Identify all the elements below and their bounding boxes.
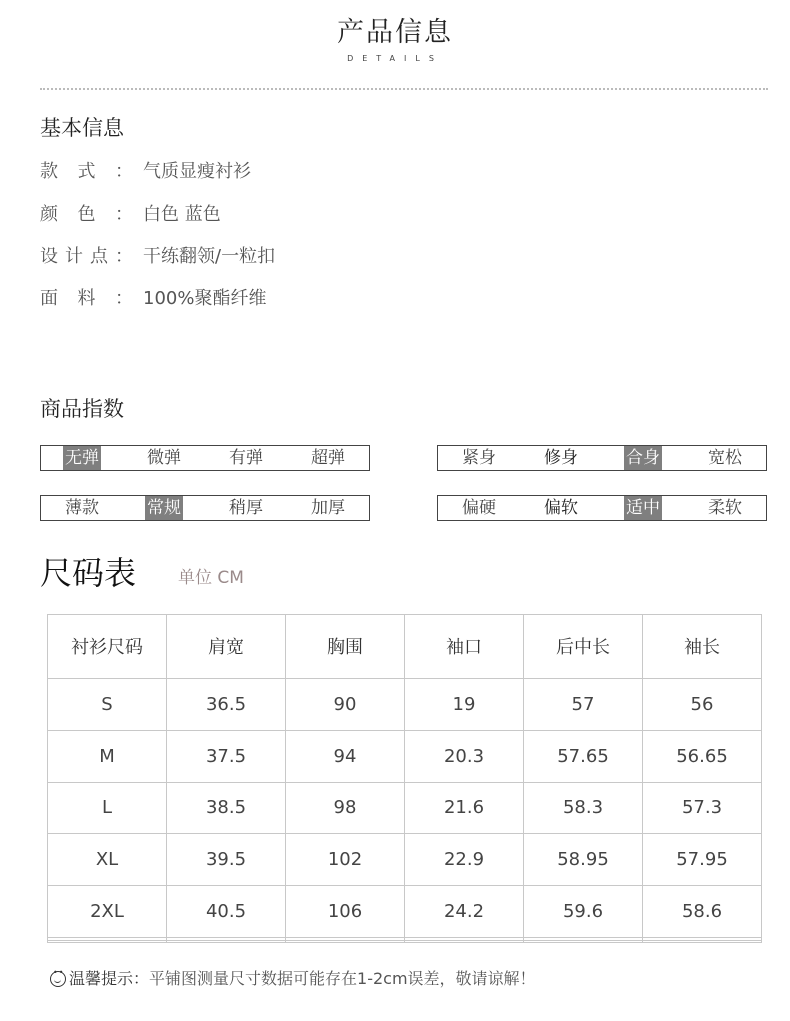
thickness-option: 常规 — [147, 498, 181, 518]
table-cell: 56.65 — [643, 730, 762, 782]
table-header-cell: 袖口 — [405, 615, 524, 679]
table-cell: 19 — [405, 678, 524, 730]
table-cell: 39.5 — [167, 834, 286, 886]
fit-scale — [437, 445, 767, 471]
info-row-design — [40, 242, 275, 268]
table-cell — [286, 940, 405, 942]
table-cell: 106 — [286, 886, 405, 938]
size-chart-unit: 单位 CM — [178, 568, 244, 588]
size-chart-title: 尺码表 — [40, 554, 137, 592]
softness-option: 偏硬 — [462, 498, 496, 518]
table-cell: M — [48, 730, 167, 782]
fit-option: 宽松 — [708, 448, 742, 468]
tip-label: 温馨提示： — [69, 969, 150, 988]
table-cell: 21.6 — [405, 782, 524, 834]
table-cell: S — [48, 678, 167, 730]
info-row-style — [40, 157, 251, 183]
softness-option: 偏软 — [544, 498, 578, 518]
table-row — [48, 730, 762, 782]
thickness-option: 稍厚 — [229, 498, 263, 518]
tip-note — [50, 966, 536, 989]
table-header-row — [48, 615, 762, 679]
table-cell — [643, 940, 762, 942]
info-label: 颜色： — [40, 204, 133, 225]
info-value: 干练翻领/一粒扣 — [143, 246, 276, 267]
table-header-cell: 袖长 — [643, 615, 762, 679]
info-label: 款式： — [40, 161, 133, 182]
softness-scale — [437, 495, 767, 521]
page-title: 产品信息 — [337, 17, 453, 48]
table-row-empty — [48, 940, 762, 942]
table-cell: 59.6 — [524, 886, 643, 938]
table-cell — [524, 940, 643, 942]
table-cell: 36.5 — [167, 678, 286, 730]
table-cell: 56 — [643, 678, 762, 730]
tip-text: 平铺图测量尺寸数据可能存在1-2cm误差，敬请谅解！ — [149, 969, 536, 988]
table-cell: 57.65 — [524, 730, 643, 782]
table-header-cell: 后中长 — [524, 615, 643, 679]
fit-option: 紧身 — [462, 448, 496, 468]
table-header-cell: 衬衫尺码 — [48, 615, 167, 679]
info-row-color — [40, 200, 221, 226]
fit-option: 修身 — [544, 448, 578, 468]
table-cell — [167, 940, 286, 942]
table-cell: 58.95 — [524, 834, 643, 886]
table-cell: 58.3 — [524, 782, 643, 834]
table-cell: 20.3 — [405, 730, 524, 782]
info-row-fabric — [40, 284, 266, 310]
table-cell: 24.2 — [405, 886, 524, 938]
size-table — [47, 614, 762, 943]
elasticity-option: 超弹 — [311, 448, 345, 468]
elasticity-option: 有弹 — [229, 448, 263, 468]
table-cell: 90 — [286, 678, 405, 730]
table-row — [48, 834, 762, 886]
table-cell: 40.5 — [167, 886, 286, 938]
table-row — [48, 782, 762, 834]
table-cell: 58.6 — [643, 886, 762, 938]
table-cell: 22.9 — [405, 834, 524, 886]
table-cell: 57.3 — [643, 782, 762, 834]
table-row — [48, 886, 762, 938]
table-cell: 94 — [286, 730, 405, 782]
info-label: 设计点： — [40, 246, 133, 267]
table-cell: 57.95 — [643, 834, 762, 886]
product-index-heading: 商品指数 — [40, 397, 124, 421]
fit-option: 合身 — [626, 448, 660, 468]
info-value: 白色 蓝色 — [143, 204, 221, 225]
table-cell: 2XL — [48, 886, 167, 938]
table-cell: L — [48, 782, 167, 834]
table-cell: 38.5 — [167, 782, 286, 834]
elasticity-scale — [40, 445, 370, 471]
table-cell — [48, 940, 167, 942]
softness-option: 适中 — [626, 498, 660, 518]
table-cell: 102 — [286, 834, 405, 886]
info-label: 面料： — [40, 288, 133, 309]
smiley-icon — [50, 971, 66, 987]
page-subtitle: DETAILS — [347, 54, 443, 63]
info-value: 气质显瘦衬衫 — [143, 161, 251, 182]
table-row — [48, 678, 762, 730]
elasticity-option: 无弹 — [65, 448, 99, 468]
dotted-divider — [40, 88, 768, 90]
table-cell: 37.5 — [167, 730, 286, 782]
softness-option: 柔软 — [708, 498, 742, 518]
info-value: 100%聚酯纤维 — [143, 288, 267, 309]
table-cell: 98 — [286, 782, 405, 834]
basic-info-heading: 基本信息 — [40, 116, 124, 140]
thickness-option: 加厚 — [311, 498, 345, 518]
table-cell — [405, 940, 524, 942]
table-header-cell: 胸围 — [286, 615, 405, 679]
thickness-scale — [40, 495, 370, 521]
thickness-option: 薄款 — [65, 498, 99, 518]
table-header-cell: 肩宽 — [167, 615, 286, 679]
table-cell: XL — [48, 834, 167, 886]
table-cell: 57 — [524, 678, 643, 730]
elasticity-option: 微弹 — [147, 448, 181, 468]
